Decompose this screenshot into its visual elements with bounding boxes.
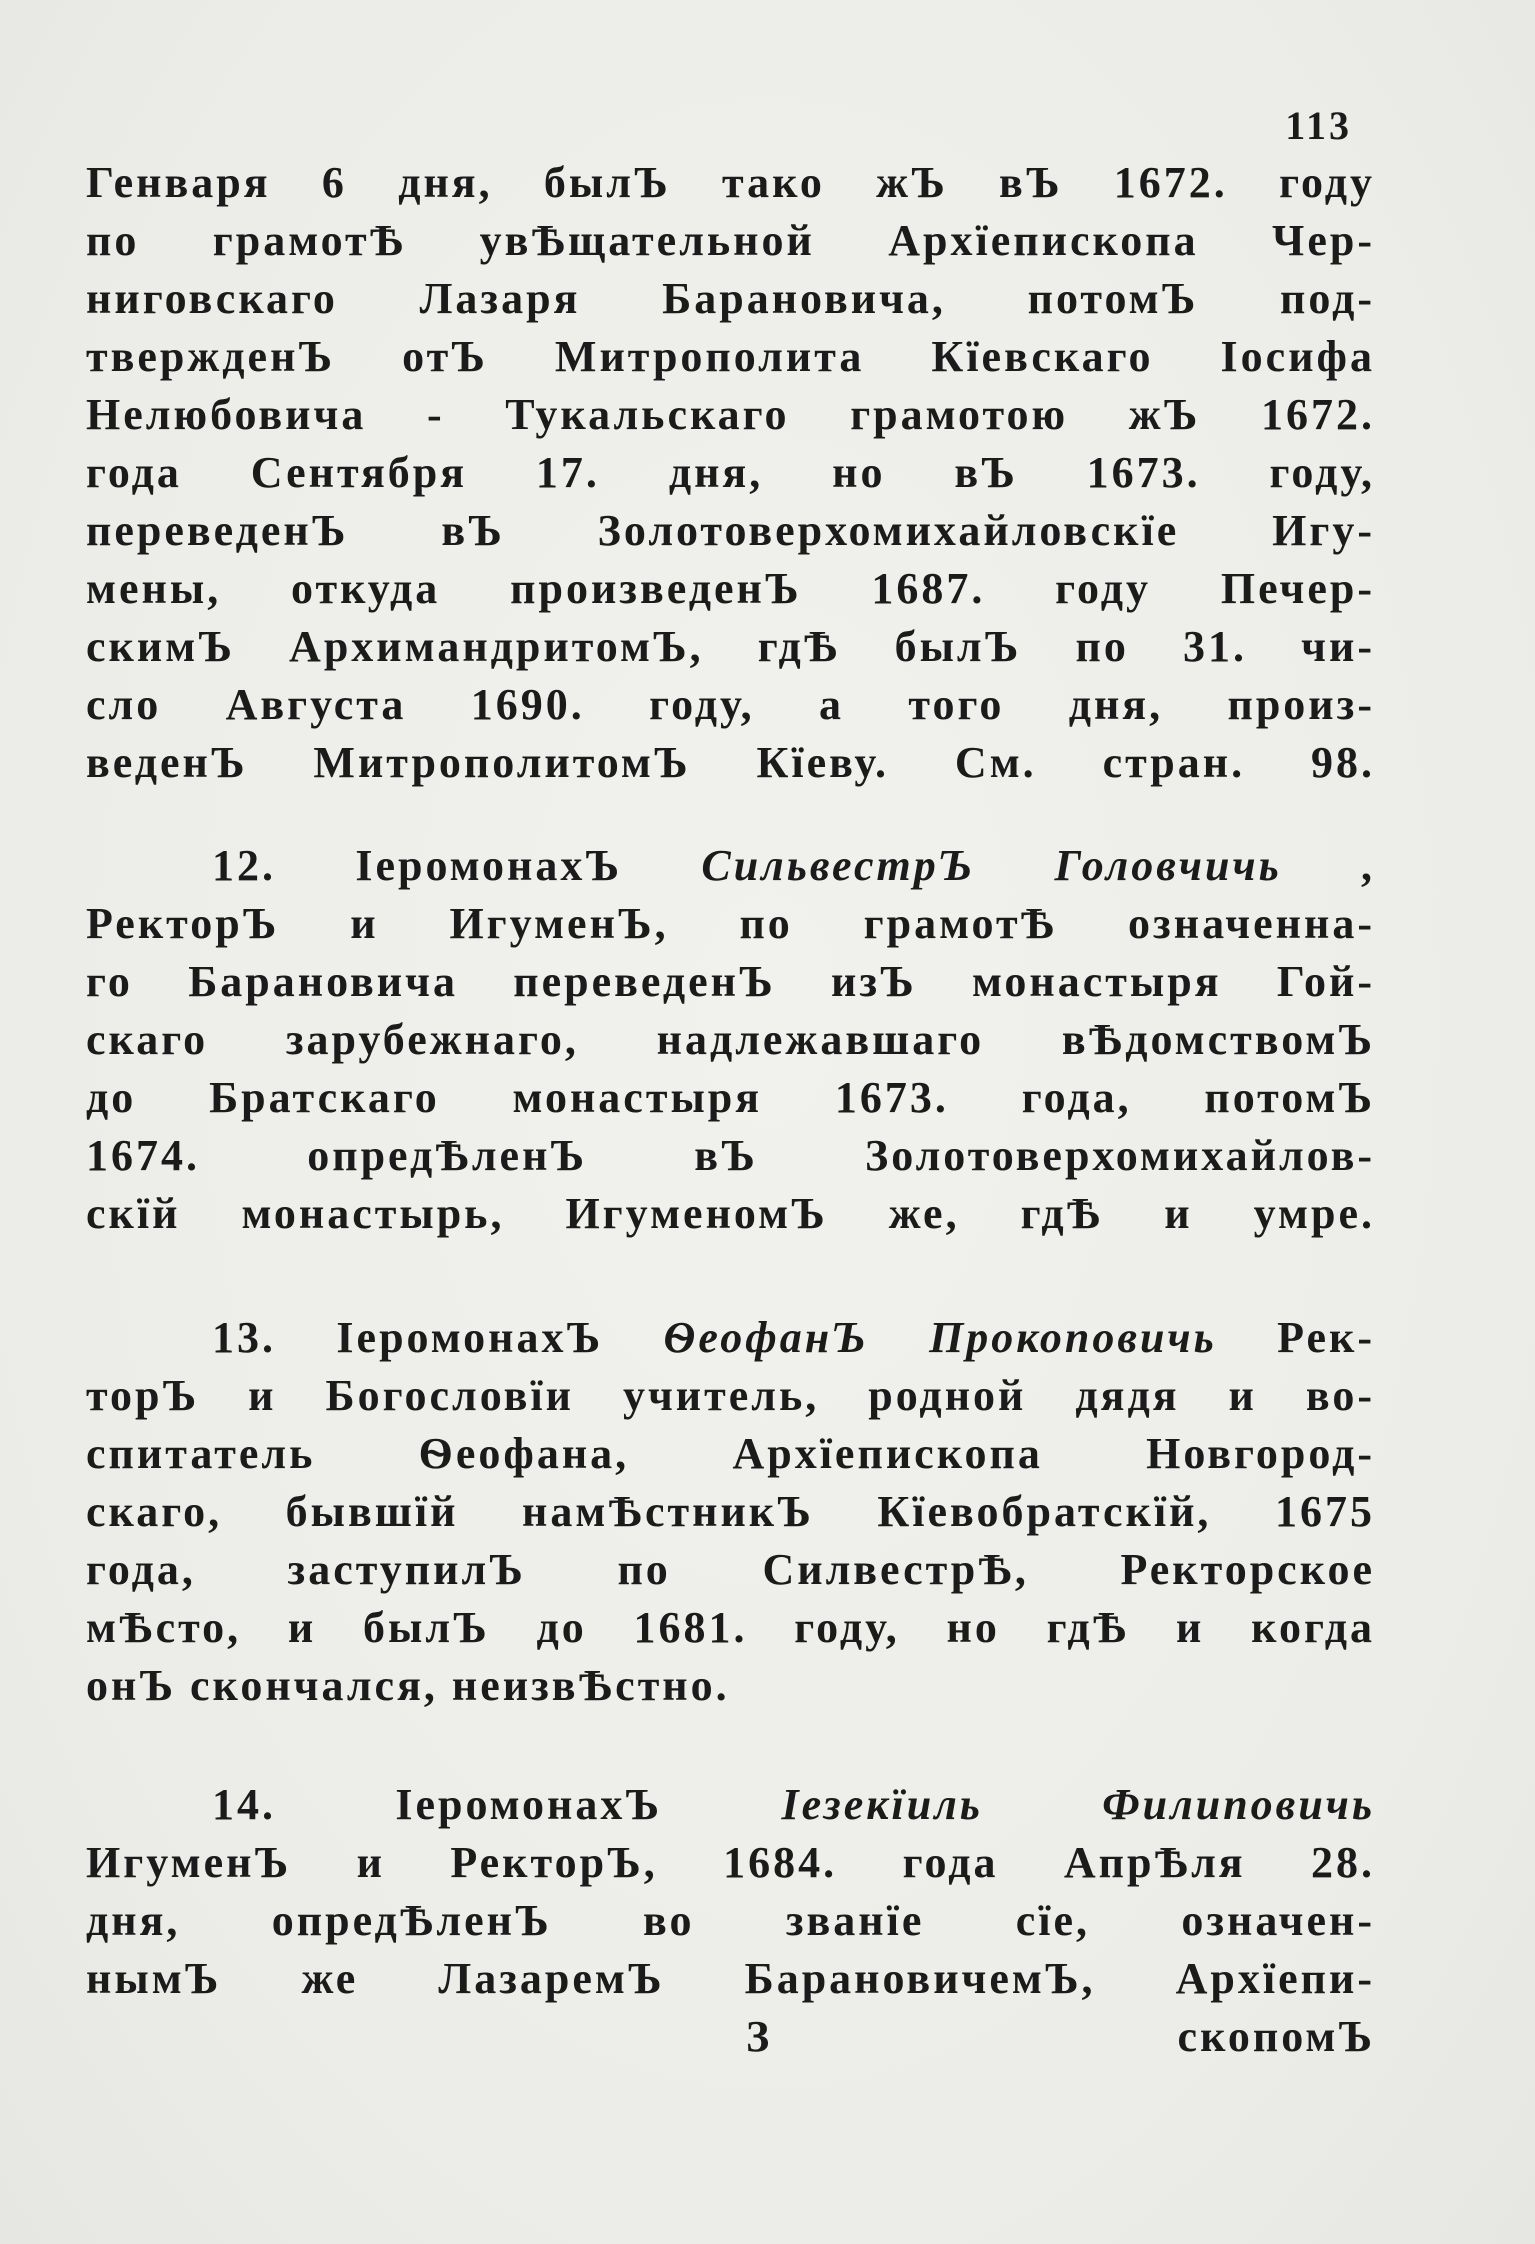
text-line: ниговскаго Лазаря Барановича, потомЪ под- bbox=[86, 274, 1375, 323]
paragraph-continuation bbox=[86, 154, 1375, 792]
person-name: СильвестрЪ Головчичь bbox=[701, 841, 1282, 890]
text-line: скїй монастырь, ИгуменомЪ же, гдѢ и умре. bbox=[86, 1189, 1375, 1238]
entry-heading-line bbox=[86, 1309, 1375, 1367]
entry-title: ІеромонахЪ bbox=[395, 1780, 663, 1829]
text-line: 1674. опредѢленЪ вЪ Золотоверхомихайлов- bbox=[86, 1131, 1375, 1180]
text-line: скаго, бывшїй намѢстникЪ Кїевобратскїй, 1675 bbox=[86, 1487, 1375, 1536]
entry-12 bbox=[86, 837, 1375, 1243]
text-line: торЪ и Богословїи учитель, родной дядя и во- bbox=[86, 1371, 1375, 1420]
entry-title: ІеромонахЪ bbox=[355, 841, 623, 890]
catchword: скопомЪ bbox=[1177, 2012, 1375, 2061]
text-line: мены, откуда произведенЪ 1687. году Печер- bbox=[86, 564, 1375, 613]
text-line: по грамотѢ увѢщательной Архїепископа Чер- bbox=[86, 216, 1375, 265]
text-line: Нелюбовича - Тукальскаго грамотою жЪ 1672. bbox=[86, 390, 1375, 439]
text-line: твержденЪ отЪ Митрополита Кїевскаго Іосифа bbox=[86, 332, 1375, 381]
text-line: года Сентября 17. дня, но вЪ 1673. году, bbox=[86, 448, 1375, 497]
text-line: скаго зарубежнаго, надлежавшаго вѢдомствомЪ bbox=[86, 1015, 1375, 1064]
entry-13 bbox=[86, 1309, 1375, 1715]
entry-title: ІеромонахЪ bbox=[336, 1313, 604, 1362]
text-line: переведенЪ вЪ Золотоверхомихайловскїе Игу- bbox=[86, 506, 1375, 555]
entry-14 bbox=[86, 1776, 1375, 2066]
text-line: онЪ скончался, неизвѢстно. bbox=[86, 1661, 730, 1710]
page-number: 113 bbox=[1285, 103, 1352, 148]
text-line: Генваря 6 дня, былЪ тако жЪ вЪ 1672. году bbox=[86, 158, 1375, 207]
text-line: до Братскаго монастыря 1673. года, потомЪ bbox=[86, 1073, 1375, 1122]
entry-number: 12. bbox=[212, 841, 276, 890]
text-line: спитатель Ѳеофана, Архїепископа Новгород- bbox=[86, 1429, 1375, 1478]
text-line: нымЪ же ЛазаремЪ БарановичемЪ, Архїепи- bbox=[86, 1954, 1375, 2003]
person-name: Іезекїиль Филиповичь bbox=[781, 1780, 1375, 1829]
text-line: го Барановича переведенЪ изЪ монастыря Гой- bbox=[86, 957, 1375, 1006]
entry-number: 14. bbox=[212, 1780, 276, 1829]
text-line: мѢсто, и былЪ до 1681. году, но гдѢ и когда bbox=[86, 1603, 1375, 1652]
person-name: ѲеофанЪ Прокоповичь bbox=[663, 1313, 1217, 1362]
text-line: РекторЪ и ИгуменЪ, по грамотѢ означенна- bbox=[86, 899, 1375, 948]
text-line: скимЪ АрхимандритомЪ, гдѢ былЪ по 31. чи- bbox=[86, 622, 1375, 671]
heading-tail: , bbox=[1361, 841, 1375, 890]
signature-mark: З bbox=[746, 2012, 773, 2061]
text-line: ИгуменЪ и РекторЪ, 1684. года АпрѢля 28. bbox=[86, 1838, 1375, 1887]
entry-heading-line bbox=[86, 1776, 1375, 1834]
text-line: веденЪ МитрополитомЪ Кїеву. См. стран. 98. bbox=[86, 738, 1375, 787]
heading-tail: Рек- bbox=[1277, 1313, 1375, 1362]
text-line: дня, опредѢленЪ во званїе сїе, означен- bbox=[86, 1896, 1375, 1945]
entry-number: 13. bbox=[212, 1313, 276, 1362]
page-footer bbox=[86, 2008, 1375, 2066]
text-line: года, заступилЪ по СилвестрѢ, Ректорское bbox=[86, 1545, 1375, 1594]
text-line: сло Августа 1690. году, а того дня, произ- bbox=[86, 680, 1375, 729]
entry-heading-line bbox=[86, 837, 1375, 895]
